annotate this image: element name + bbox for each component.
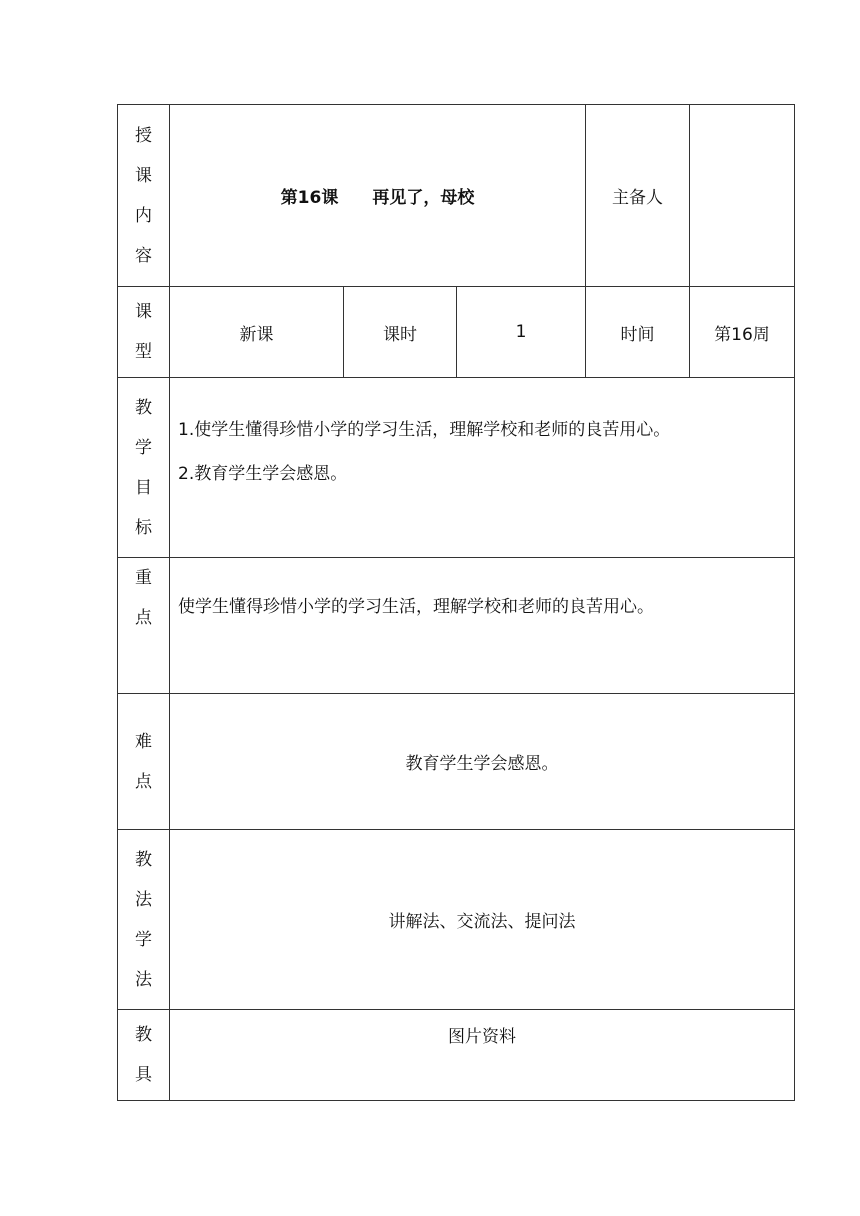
difficult-point-text: 教育学生学会感恩。 <box>170 694 795 830</box>
objective-item-1: 1.使学生懂得珍惜小学的学习生活，理解学校和老师的良苦用心。 <box>178 420 671 440</box>
objectives-text <box>170 378 795 558</box>
preparer-label: 主备人 <box>586 105 690 287</box>
lesson-plan-table <box>117 104 795 1101</box>
methods-text: 讲解法、交流法、提问法 <box>170 830 795 1010</box>
row-methods <box>118 830 795 1010</box>
time-value: 第16周 <box>690 287 795 378</box>
row-key <box>118 558 795 694</box>
row-tools <box>118 1010 795 1101</box>
label-type: 课 型 <box>118 287 170 378</box>
label-content: 授 课 内 容 <box>118 105 170 287</box>
row-objectives <box>118 378 795 558</box>
type-value: 新课 <box>170 287 344 378</box>
row-type <box>118 287 795 378</box>
label-tools: 教 具 <box>118 1010 170 1101</box>
key-point-text: 使学生懂得珍惜小学的学习生活，理解学校和老师的良苦用心。 <box>170 558 795 694</box>
label-key: 重 点 <box>118 558 170 694</box>
row-content <box>118 105 795 287</box>
period-value: 1 <box>457 287 586 378</box>
label-objectives: 教 学 目 标 <box>118 378 170 558</box>
period-label: 课时 <box>344 287 457 378</box>
lesson-number: 第16课 <box>280 188 339 208</box>
lesson-name: 再见了，母校 <box>372 188 475 208</box>
preparer-value <box>690 105 795 287</box>
time-label: 时间 <box>586 287 690 378</box>
lesson-title <box>170 105 586 287</box>
row-difficult <box>118 694 795 830</box>
label-methods: 教 法 学 法 <box>118 830 170 1010</box>
label-difficult: 难 点 <box>118 694 170 830</box>
objective-item-2: 2.教育学生学会感恩。 <box>178 464 348 484</box>
tools-text: 图片资料 <box>170 1010 795 1101</box>
